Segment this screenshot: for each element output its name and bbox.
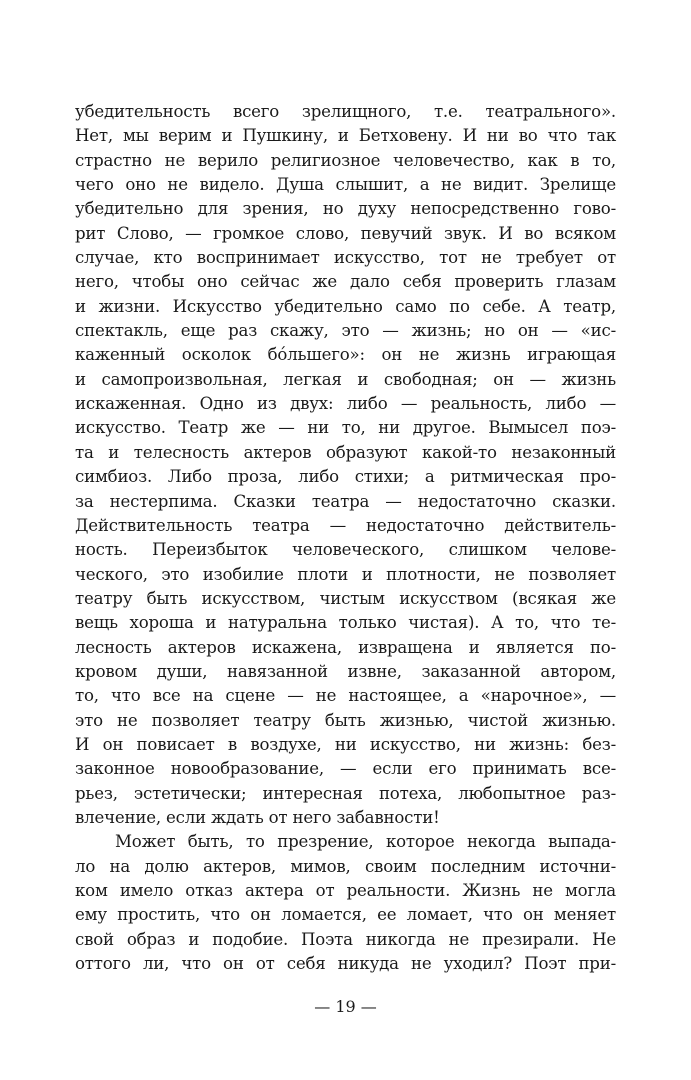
text-line: свой образ и подобие. Поэта никогда не презирали. Не [75, 929, 616, 949]
text-line: случае, кто воспринимает искусство, тот не требует от [75, 248, 616, 268]
text-line: страстно не верило религиозное человечество, как в то, [75, 150, 616, 170]
text-line: ность. Переизбыток человеческого, слишком челове- [75, 540, 616, 560]
text-line: то, что все на сцене — не настоящее, а «нарочное», — [75, 686, 616, 706]
text-line: ло на долю актеров, мимов, своим последним источни- [75, 856, 616, 876]
text-line: симбиоз. Либо проза, либо стихи; а ритмическая про- [75, 467, 616, 487]
text-line: него, чтобы оно сейчас же дало себя проверить глазам [75, 272, 616, 292]
text-line: театру быть искусством, чистым искусством (всякая же [75, 588, 616, 608]
text-line: и жизни. Искусство убедительно само по себе. А театр, [75, 296, 616, 316]
text-line: вещь хороша и натуральна только чистая). А то, что те- [75, 613, 616, 633]
text-line: убедительность всего зрелищного, т.е. театрального». [75, 102, 616, 121]
text-line: Нет, мы верим и Пушкину, и Бетховену. И ни во что так [75, 126, 616, 146]
text-line: искаженная. Одно из двух: либо — реальность, либо — [75, 394, 616, 414]
paragraph-end-line: влечение, если ждать от него забавности! [75, 807, 440, 827]
text-line: и самопроизвольная, легкая и свободная; он — жизнь [75, 369, 616, 389]
text-line: И он повисает в воздухе, ни искусство, ни жизнь: без- [75, 734, 616, 754]
text-line: искусство. Театр же — ни то, ни другое. Вымысел поэ- [75, 418, 616, 438]
text-line: Действительность театра — недостаточно действитель- [75, 515, 616, 535]
text-line: лесность актеров искажена, извращена и является по- [75, 637, 616, 657]
text-line: рит Слово, — громкое слово, певучий звук. И во всяком [75, 223, 616, 243]
text-line: оттого ли, что он от себя никуда не уходил? Поэт при- [75, 954, 616, 974]
text-line: ком имело отказ актера от реальности. Жизнь не могла [75, 881, 616, 900]
page-number: — 19 — [314, 997, 377, 1016]
text-line: та и телесность актеров образуют какой-то незаконный [75, 442, 616, 462]
text-line: чего оно не видело. Душа слышит, а не видит. Зрелище [75, 175, 616, 195]
text-line: каженный осколок бóльшего»: он не жизнь играющая [75, 345, 616, 365]
text-line: за нестерпима. Сказки театра — недостаточно сказки. [75, 491, 616, 511]
text-line: кровом души, навязанной извне, заказанной автором, [75, 661, 616, 681]
text-line: ческого, это изобилие плоти и плотности, не позволяет [75, 564, 616, 584]
text-line: законное новообразование, — если его принимать все- [75, 759, 616, 779]
text-line: спектакль, еще раз скажу, это — жизнь; но он — «ис- [75, 321, 616, 341]
text-line: ему простить, что он ломается, ее ломает, что он меняет [75, 905, 616, 925]
text-line: убедительно для зрения, но духу непосредственно гово- [75, 199, 616, 219]
text-line: это не позволяет театру быть жизнью, чистой жизнью. [75, 710, 616, 730]
text-line: рьез, эстетически; интересная потеха, любопытное раз- [75, 783, 616, 803]
paragraph-start-line: Может быть, то презрение, которое некогда выпада- [115, 832, 616, 852]
body-text [75, 100, 616, 976]
